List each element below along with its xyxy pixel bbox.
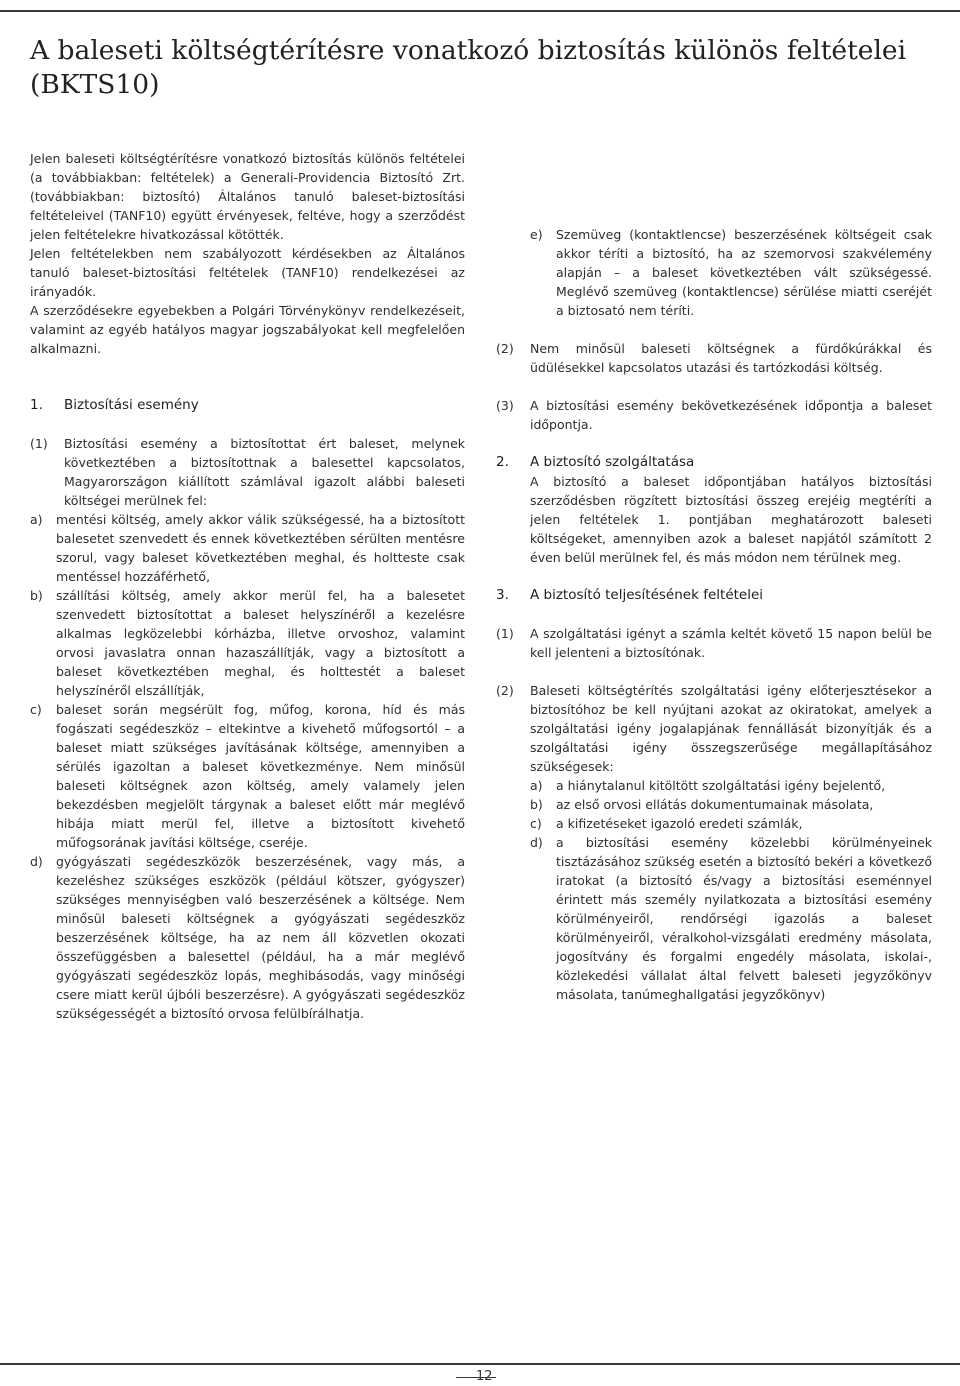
section-title: A biztosító szolgáltatása <box>530 454 695 470</box>
intro-paragraph: Jelen feltételekben nem szabályozott kérdésekben az Általános tanuló baleset-biztosítási feltételek (TANF10) rendelkezései az irányadók. <box>30 246 465 299</box>
paragraph-text: Baleseti költségtérítés szolgáltatási igény előterjesztésekor a biztosítóhoz be kell nyújtani azokat az okiratokat, amelyek a szolgáltatási igény jogalapjának fennállását bizonyítják és a szolgáltatási igény összegszerűsége megállapításához szükségesek: <box>530 683 932 774</box>
section-number: 3. <box>496 587 509 603</box>
list-item <box>530 833 932 1004</box>
bottom-rule <box>0 1363 960 1365</box>
section-title: Biztosítási esemény <box>64 397 199 413</box>
paragraph-number: (2) <box>496 683 514 698</box>
list-marker: d) <box>30 854 43 869</box>
list-item <box>530 776 932 795</box>
right-column-flow <box>496 149 932 1004</box>
list-marker: a) <box>30 512 43 527</box>
section-number: 2. <box>496 454 509 470</box>
top-rule <box>0 10 960 12</box>
numbered-paragraph <box>496 339 932 377</box>
list-marker: c) <box>530 816 542 831</box>
sub-list <box>496 776 932 1004</box>
section-2-text: A biztosító a baleset időpontjában hatályos biztosítási szerződésben rögzített biztosítási összeg erejéig megtéríti a jelen feltételek 1. pontjában meghatározott baleseti költségeket, amennyiben azok a baleset napjától számított 2 éven belül merülnek fel, és más módon nem térülnek meg. <box>530 474 932 565</box>
list-text: gyógyászati segédeszközök beszerzésének, vagy más, a kezeléshez szükséges eszközök (például kötszer, gyógyszer) szükséges mennyiségben való beszerzésének a költsége. Nem minősül baleseti költségnek a gyógyászati segédeszköz beszerzésének költsége, ha az nem áll közvetlen okozati összefüggésben a balesettel (például, ha a már meglévő gyógyászati segédeszköz lopás, meghibásodás, vagy minőségi csere miatt kerül újbóli beszerzésre). A gyógyászati segédeszköz szükségességét a biztosító orvosa felülbírálhatja. <box>56 854 465 1021</box>
list-item <box>30 700 465 852</box>
numbered-paragraph <box>496 681 932 776</box>
list-item <box>530 795 932 814</box>
left-column <box>30 149 465 1023</box>
list-text: a biztosítási esemény közelebbi körülményeinek tisztázásához szükség esetén a biztosító bekéri a következő iratokat (a biztosító és/vagy a biztosítási eseménnyel érintett más személy nyilatkozata a biztosítási esemény körülményeiről, rendőrségi igazolás a baleset körülményeiről, véralkohol-vizsgálati eredmény másolata, jogosítvány és forgalmi engedély másolata, iskolai-, közlekedési vállalat által felvett baleseti jegyzőkönyv másolata, tanúmeghallgatási jegyzőkönyv) <box>556 835 932 1002</box>
list-item <box>530 814 932 833</box>
list-text: a hiánytalanul kitöltött szolgáltatási igény bejelentő, <box>556 778 886 793</box>
paragraph-text: Nem minősül baleseti költségnek a fürdőkúrákkal és üdülésekkel kapcsolatos utazási és tartózkodási költség. <box>530 341 932 375</box>
numbered-paragraph <box>30 434 465 510</box>
list-marker: a) <box>530 778 543 793</box>
section-number: 1. <box>30 397 43 413</box>
list-item <box>30 586 465 700</box>
page-number: 12 <box>476 1369 493 1384</box>
list-marker: e) <box>530 227 543 242</box>
numbered-paragraph <box>496 396 932 434</box>
section-3-heading <box>496 586 932 605</box>
intro-paragraph: A szerződésekre egyebekben a Polgári Törvénykönyv rendelkezéseit, valamint az egyéb hatályos magyar jogszabályokat kell megfelelően alkalmazni. <box>30 303 465 356</box>
paragraph-text: A biztosítási esemény bekövetkezésének időpontja a baleset időpontja. <box>530 398 932 432</box>
list-text: mentési költség, amely akkor válik szükségessé, ha a biztosított balesetet szenvedett és ennek következtében sérülten mentésre szorul, vagy baleset következtében meghal, és holtteste csak mentéssel hozzáférhető, <box>56 512 465 584</box>
list-marker: d) <box>530 835 543 850</box>
list-text: a kifizetéseket igazoló eredeti számlák, <box>556 816 803 831</box>
spacer <box>496 320 932 339</box>
paragraph-text: A szolgáltatási igényt a számla keltét követő 15 napon belül be kell jelenteni a biztosítónak. <box>530 626 932 660</box>
list-item <box>530 225 932 320</box>
section-title: A biztosító teljesítésének feltételei <box>530 587 764 603</box>
list-marker: c) <box>30 702 42 717</box>
list-marker: b) <box>30 588 43 603</box>
paragraph-text: Biztosítási esemény a biztosítottat ért baleset, melynek következtében a biztosítottnak a balesettel kapcsolatos, Magyarországon kiállított számlával igazolt alábbi baleseti költségei merülnek fel: <box>64 436 465 508</box>
list-item <box>30 510 465 586</box>
list-text: Szemüveg (kontaktlencse) beszerzésének költségeit csak akkor téríti a biztosító, ha az szemorvosi szakvélemény alapján – a baleset következtében vált szükségessé. Meglévő szemüveg (kontaktlencse) sérülése miatti cseréjét a biztosató nem téríti. <box>556 227 932 318</box>
paragraph-number: (3) <box>496 398 514 413</box>
paragraph-number: (2) <box>496 341 514 356</box>
list-text: baleset során megsérült fog, műfog, korona, híd és más fogászati segédeszköz – eltekintve a kivehető műfogsortól – a baleset miatt szükséges javításának költsége, amennyiben a sérülés igazoltan a baleset következménye. Nem minősül baleseti költségnek azon költség, amely valamely jelen bekezdésben megjelölt tárgynak a baleset előtt már meglévő hibája miatt merül fel, illetve a biztosított kivehető műfogsorának javítási költsége, cseréje. <box>56 702 465 850</box>
list-text: az első orvosi ellátás dokumentumainak másolata, <box>556 797 874 812</box>
section-1-heading <box>30 396 465 415</box>
paragraph-number: (1) <box>496 626 514 641</box>
paragraph-number: (1) <box>30 436 48 451</box>
list-marker: b) <box>530 797 543 812</box>
intro-paragraph: Jelen baleseti költségtérítésre vonatkozó biztosítás különös feltételei (a továbbiakban: feltételek) a Generali-Providencia Biztosító Zrt. (továbbiakban: biztosító) Általános tanuló baleset-biztosítási feltételeivel (TANF10) együtt érvényesek, feltéve, hogy a szerződést jelen feltételekre hivatkozással kötötték. <box>30 151 465 242</box>
list-item <box>30 852 465 1023</box>
section-2-heading <box>496 453 932 472</box>
continued-text-area <box>496 149 932 225</box>
spacer <box>30 377 465 396</box>
document-title: A baleseti költségtérítésre vonatkozó biztosítás különös feltételei (BKTS10) <box>30 35 907 100</box>
list-text: szállítási költség, amely akkor merül fel, ha a balesetet szenvedett biztosítottat a baleset helyszínéről a kezelésre alkalmas legközelebbi kórházba, illetve orvoshoz, valamint orvosi javaslatra onnan hazaszállítják, vagy a biztosított a baleset következtében meghal, és holttestét a baleset helyszínéről elszállítják, <box>56 588 465 698</box>
numbered-paragraph <box>496 624 932 662</box>
